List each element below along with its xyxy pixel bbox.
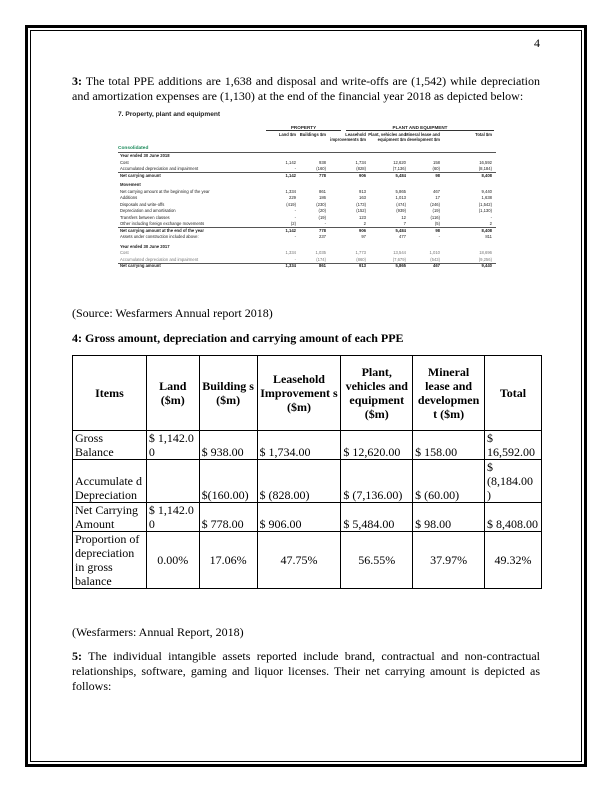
report-row — [118, 228, 496, 234]
report-row-label: Cost — [120, 159, 129, 165]
report-cell: 913 — [359, 188, 366, 194]
header-plant: Plant, vehicles and equipment ($m) — [341, 356, 413, 431]
cell-land: 0.00% — [146, 532, 199, 589]
report-cell: (7,679) — [392, 256, 406, 262]
cell-leasehold: $ 1,734.00 — [257, 431, 341, 460]
report-cell: - — [294, 208, 296, 213]
report-cell: 1,142 — [285, 159, 296, 165]
cell-buildings: $(160.00) — [199, 460, 257, 503]
report-cell: - — [294, 214, 296, 220]
report-cell: 906 — [359, 227, 366, 233]
report-cell: 778 — [319, 172, 326, 178]
report-cell: (152) — [356, 208, 366, 213]
cell-total: $ 16,592.00 — [485, 431, 542, 460]
report-cell: 13,544 — [393, 250, 406, 255]
report-cell: (1,130) — [478, 208, 492, 213]
report-cell: 163 — [359, 195, 366, 200]
ppe-report-image — [118, 111, 496, 297]
report-row — [118, 244, 496, 250]
paragraph-3-text: The total PPE additions are 1,638 and disposal and write-offs are (1,542) while depreciation and amortization expenses are (1,130) at the end of the financial year 2018 as depicted below: — [72, 74, 540, 103]
report-cell: - — [324, 221, 326, 226]
report-cell: (19) — [318, 214, 326, 220]
cell-buildings: 17.06% — [199, 532, 257, 589]
report-row-label: Year ended 30 June 2018 — [120, 153, 170, 158]
report-cell: 123 — [359, 214, 366, 220]
row-label: Accumulate d Depreciation — [73, 460, 147, 503]
report-row — [118, 215, 496, 221]
report-cell: 97 — [361, 234, 366, 239]
report-cell: 477 — [399, 234, 406, 239]
report-row-label: Accumulated depreciation and impairment — [120, 256, 199, 262]
report-cell: 5,484 — [395, 227, 406, 233]
header-total: Total — [485, 356, 542, 431]
report-cell: 2 — [489, 221, 492, 226]
report-row-label: Cost — [120, 250, 129, 255]
report-row-label: Assets under construction included above: — [120, 234, 199, 239]
report-cell: 1,035 — [315, 250, 326, 255]
paragraph-5 — [72, 649, 540, 694]
cell-mineral: $ 98.00 — [413, 503, 485, 532]
report-cell: 1,734 — [355, 159, 366, 165]
cell-leasehold: $ 906.00 — [257, 503, 341, 532]
page-number: 4 — [534, 36, 540, 50]
table-row — [73, 460, 542, 503]
cell-land: $ 1,142.0 0 — [146, 503, 199, 532]
report-cell: 5,865 — [395, 263, 406, 268]
report-cell: 1,773 — [355, 250, 366, 255]
report-cell: - — [294, 234, 296, 239]
report-rule — [118, 263, 496, 264]
header-land: Land ($m) — [146, 356, 199, 431]
report-cell: 2 — [363, 221, 366, 226]
report-cell: (2) — [290, 221, 296, 226]
cell-plant: $ (7,136.00) — [341, 460, 413, 503]
report-row-label: Net carrying amount at the beginning of the year — [120, 188, 210, 194]
report-cell: 1,142 — [285, 172, 296, 178]
report-cell: 9,440 — [481, 263, 492, 268]
report-cell: 1,010 — [429, 250, 440, 255]
report-cell: (9,256) — [478, 256, 492, 262]
report-cell: 98 — [435, 172, 440, 178]
report-cell: 1,142 — [285, 227, 296, 233]
report-rule — [118, 227, 496, 228]
table-row — [73, 431, 542, 460]
report-cell: (116) — [430, 214, 440, 220]
report-group-property: PROPERTY — [266, 125, 341, 131]
report-row-label: Disposals and write-offs — [120, 201, 165, 207]
source-citation-2: (Wesfarmers: Annual Report, 2018) — [72, 625, 244, 639]
report-cell: 5,865 — [395, 188, 406, 194]
report-cell: 8,408 — [481, 172, 492, 178]
report-cell: (60) — [432, 166, 440, 171]
report-cell: 861 — [319, 263, 326, 268]
report-cell: 12 — [401, 214, 406, 220]
report-row — [118, 195, 496, 201]
report-cell: (860) — [356, 256, 366, 262]
report-cell: 467 — [433, 188, 440, 194]
report-row-label: Other including foreign exchange movements — [120, 221, 205, 226]
cell-leasehold: $ (828.00) — [257, 460, 341, 503]
cell-mineral: $ (60.00) — [413, 460, 485, 503]
report-cell: 17 — [435, 195, 440, 200]
report-cell: 1,334 — [285, 250, 296, 255]
report-cell: (246) — [430, 201, 440, 207]
report-cell: (160) — [316, 166, 326, 171]
report-row — [118, 182, 496, 188]
report-cell: (419) — [286, 201, 296, 207]
report-cell: (7,136) — [392, 166, 406, 171]
cell-buildings: $ 938.00 — [199, 431, 257, 460]
report-row-label: Movement — [120, 182, 141, 187]
report-row — [118, 234, 496, 240]
ppe-table — [72, 355, 542, 589]
report-column-header: Total $m — [475, 132, 492, 137]
cell-mineral: 37.97% — [413, 532, 485, 589]
report-cell: 237 — [319, 234, 326, 239]
report-cell: - — [438, 234, 440, 239]
report-cell: (1,542) — [478, 201, 492, 207]
cell-leasehold: 47.75% — [257, 532, 341, 589]
report-cell: (19) — [432, 208, 440, 213]
report-cell: 906 — [359, 172, 366, 178]
report-row-label: Accumulated depreciation and impairment — [120, 166, 199, 171]
report-row-label: Net carrying amount — [120, 172, 161, 178]
report-cell: 229 — [289, 195, 296, 200]
paragraph-3 — [72, 74, 540, 104]
report-cell: 861 — [319, 188, 326, 194]
report-cell: 778 — [319, 227, 326, 233]
report-cell: 12,620 — [393, 159, 406, 165]
report-cell: 811 — [485, 234, 492, 239]
report-row-label: Net carrying amount — [120, 263, 161, 268]
report-column-header: Mineral lease and development $m — [405, 132, 440, 142]
report-cell: (20) — [318, 208, 326, 213]
report-cell: (230) — [316, 201, 326, 207]
section-4-heading: 4: Gross amount, depreciation and carrying amount of each PPE — [72, 331, 404, 345]
report-cell: 9,440 — [481, 188, 492, 194]
report-row-label: Depreciation and amortisation — [120, 208, 176, 213]
cell-total: 49.32% — [485, 532, 542, 589]
paragraph-5-text: The individual intangible assets reported include brand, contractual and non-contractual relationships, software, gaming and liquor licenses. Their net carrying amount is depicted as follows: — [72, 649, 540, 693]
report-cell: 1,638 — [481, 195, 492, 200]
report-row — [118, 160, 496, 166]
header-items: Items — [73, 356, 147, 431]
report-column-header: Leasehold improvements $m — [330, 132, 366, 142]
cell-plant: $ 5,484.00 — [341, 503, 413, 532]
report-column-header: Buildings $m — [299, 132, 326, 137]
cell-plant: 56.55% — [341, 532, 413, 589]
report-cell: (5) — [434, 221, 440, 226]
report-row-label: Additions — [120, 195, 138, 200]
header-buildings: Building s ($m) — [199, 356, 257, 431]
report-cell: (474) — [396, 201, 406, 207]
ppe-table-header-row — [73, 356, 542, 431]
report-row — [118, 173, 496, 179]
report-cell: (174) — [316, 256, 326, 262]
table-row — [73, 503, 542, 532]
report-cell: 1,334 — [285, 188, 296, 194]
cell-land — [146, 460, 199, 503]
row-label: Net Carrying Amount — [73, 503, 147, 532]
report-cell: - — [490, 214, 492, 220]
report-cell: 1,013 — [395, 195, 406, 200]
report-cell: 158 — [433, 159, 440, 165]
source-citation-1: (Source: Wesfarmers Annual report 2018) — [72, 306, 273, 320]
report-row-label: Net carrying amount at the end of the year — [120, 227, 204, 233]
report-row — [118, 208, 496, 214]
report-cell: 913 — [359, 263, 366, 268]
row-label: Gross Balance — [73, 431, 147, 460]
report-cell: - — [294, 166, 296, 171]
report-column-header: Plant, vehicles and equipment $m — [368, 132, 406, 142]
cell-mineral: $ 158.00 — [413, 431, 485, 460]
report-cell: 938 — [319, 159, 326, 165]
report-row — [118, 189, 496, 195]
report-cell: (828) — [356, 166, 366, 171]
cell-total: $ (8,184.00 ) — [485, 460, 542, 503]
table-row — [73, 532, 542, 589]
cell-land: $ 1,142.0 0 — [146, 431, 199, 460]
report-cell: 186 — [319, 195, 326, 200]
report-cell: 8,408 — [481, 227, 492, 233]
report-cell: (939) — [396, 208, 406, 213]
cell-total: $ 8,408.00 — [485, 503, 542, 532]
report-group-plant: PLANT AND EQUIPMENT — [346, 125, 494, 131]
report-row-label: Year ended 30 June 2017 — [120, 243, 170, 249]
report-cell: 16,592 — [479, 159, 492, 165]
report-row — [118, 250, 496, 256]
report-title: 7. Property, plant and equipment — [118, 111, 221, 118]
report-row — [118, 153, 496, 159]
report-cell: 1,334 — [285, 263, 296, 268]
report-cell: 98 — [435, 227, 440, 233]
report-column-header: Land $m — [278, 132, 296, 137]
cell-buildings: $ 778.00 — [199, 503, 257, 532]
report-row — [118, 202, 496, 208]
header-leasehold: Leasehold Improvement s ($m) — [257, 356, 341, 431]
header-mineral: Mineral lease and developmen t ($m) — [413, 356, 485, 431]
row-label: Proportion of depreciation in gross balance — [73, 532, 147, 589]
report-row — [118, 263, 496, 269]
paragraph-5-label: 5: — [72, 649, 82, 663]
paragraph-3-label: 3: — [72, 74, 82, 88]
report-cell: - — [294, 256, 296, 262]
report-consolidated-label: Consolidated — [118, 146, 149, 151]
cell-plant: $ 12,620.00 — [341, 431, 413, 460]
report-cell: 18,696 — [479, 250, 492, 255]
report-rule — [118, 172, 496, 173]
report-cell: (8,184) — [478, 166, 492, 171]
report-cell: (173) — [356, 201, 366, 207]
report-cell: 7 — [403, 221, 406, 226]
report-cell: 467 — [433, 263, 440, 268]
report-row-label: Transfers between classes — [120, 214, 170, 220]
report-cell: (543) — [430, 256, 440, 262]
report-cell: 5,484 — [395, 172, 406, 178]
